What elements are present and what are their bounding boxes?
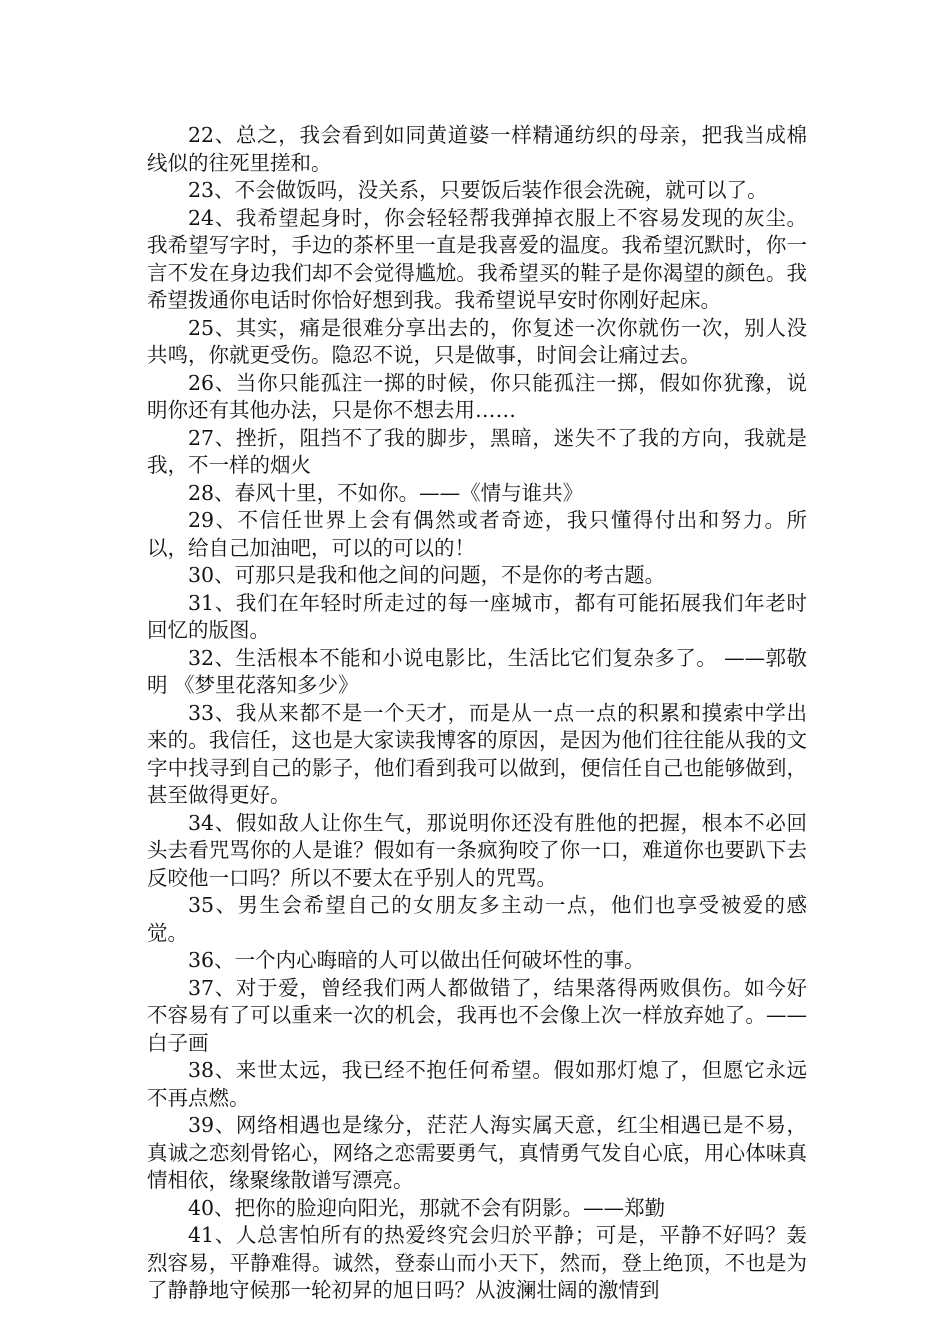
paragraph-27: 27、挫折，阻挡不了我的脚步，黑暗，迷失不了我的方向，我就是我，不一样的烟火 xyxy=(147,425,807,477)
paragraph-37: 37、对于爱，曾经我们两人都做错了，结果落得两败俱伤。如今好不容易有了可以重来一次的机会，我再也不会像上次一样放弃她了。——白子画 xyxy=(147,975,807,1055)
paragraph-23: 23、不会做饭吗，没关系，只要饭后装作很会洗碗，就可以了。 xyxy=(188,178,768,202)
document-body xyxy=(147,122,807,1305)
paragraph-30: 30、可那只是我和他之间的问题，不是你的考古题。 xyxy=(188,563,666,587)
paragraph-26: 26、当你只能孤注一掷的时候，你只能孤注一掷，假如你犹豫，说明你还有其他办法，只是你不想去用…… xyxy=(147,370,807,422)
paragraph-38: 38、来世太远，我已经不抱任何希望。假如那灯熄了，但愿它永远不再点燃。 xyxy=(147,1058,807,1110)
paragraph-36: 36、一个内心晦暗的人可以做出任何破坏性的事。 xyxy=(188,948,645,972)
paragraph-24: 24、我希望起身时，你会轻轻帮我弹掉衣服上不容易发现的灰尘。我希望写字时，手边的茶杯里一直是我喜爱的温度。我希望沉默时，你一言不发在身边我们却不会觉得尴尬。我希望买的鞋子是你渴望的颜色。我希望拨通你电话时你恰好想到我。我希望说早安时你刚好起床。 xyxy=(147,205,807,312)
paragraph-35: 35、男生会希望自己的女朋友多主动一点，他们也享受被爱的感觉。 xyxy=(147,893,807,945)
paragraph-32: 32、生活根本不能和小说电影比，生活比它们复杂多了。 ——郭敬明 《梦里花落知多少》 xyxy=(147,645,807,697)
paragraph-29: 29、不信任世界上会有偶然或者奇迹，我只懂得付出和努力。所以，给自己加油吧，可以的可以的！ xyxy=(147,508,807,560)
paragraph-31: 31、我们在年轻时所走过的每一座城市，都有可能拓展我们年老时回忆的版图。 xyxy=(147,590,807,642)
paragraph-22: 22、总之，我会看到如同黄道婆一样精通纺织的母亲，把我当成棉线似的往死里搓和。 xyxy=(147,123,807,175)
paragraph-41: 41、人总害怕所有的热爱终究会归於平静；可是，平静不好吗？轰烈容易，平静难得。诚然，登泰山而小天下，然而，登上绝顶，不也是为了静静地守候那一轮初昇的旭日吗？从波澜壮阔的激情到 xyxy=(147,1223,807,1302)
paragraph-39: 39、网络相遇也是缘分，茫茫人海实属天意，红尘相遇已是不易，真诚之恋刻骨铭心，网络之恋需要勇气，真情勇气发自心底，用心体味真情相依，缘聚缘散谱写漂亮。 xyxy=(147,1113,807,1192)
paragraph-33: 33、我从来都不是一个天才，而是从一点一点的积累和摸索中学出来的。我信任，这也是大家读我博客的原因，是因为他们往往能从我的文字中找寻到自己的影子，他们看到我可以做到，便信任自己也能够做到，甚至做得更好。 xyxy=(147,700,807,807)
paragraph-28: 28、春风十里，不如你。——《情与谁共》 xyxy=(188,480,584,505)
paragraph-34: 34、假如敌人让你生气，那说明你还没有胜他的把握，根本不必回头去看咒骂你的人是谁？假如有一条疯狗咬了你一口，难道你也要趴下去反咬他一口吗？所以不要太在乎别人的咒骂。 xyxy=(147,810,807,890)
paragraph-25: 25、其实，痛是很难分享出去的，你复述一次你就伤一次，别人没共鸣，你就更受伤。隐忍不说，只是做事，时间会让痛过去。 xyxy=(147,315,807,367)
paragraph-40: 40、把你的脸迎向阳光，那就不会有阴影。——郑勤 xyxy=(188,1195,666,1220)
